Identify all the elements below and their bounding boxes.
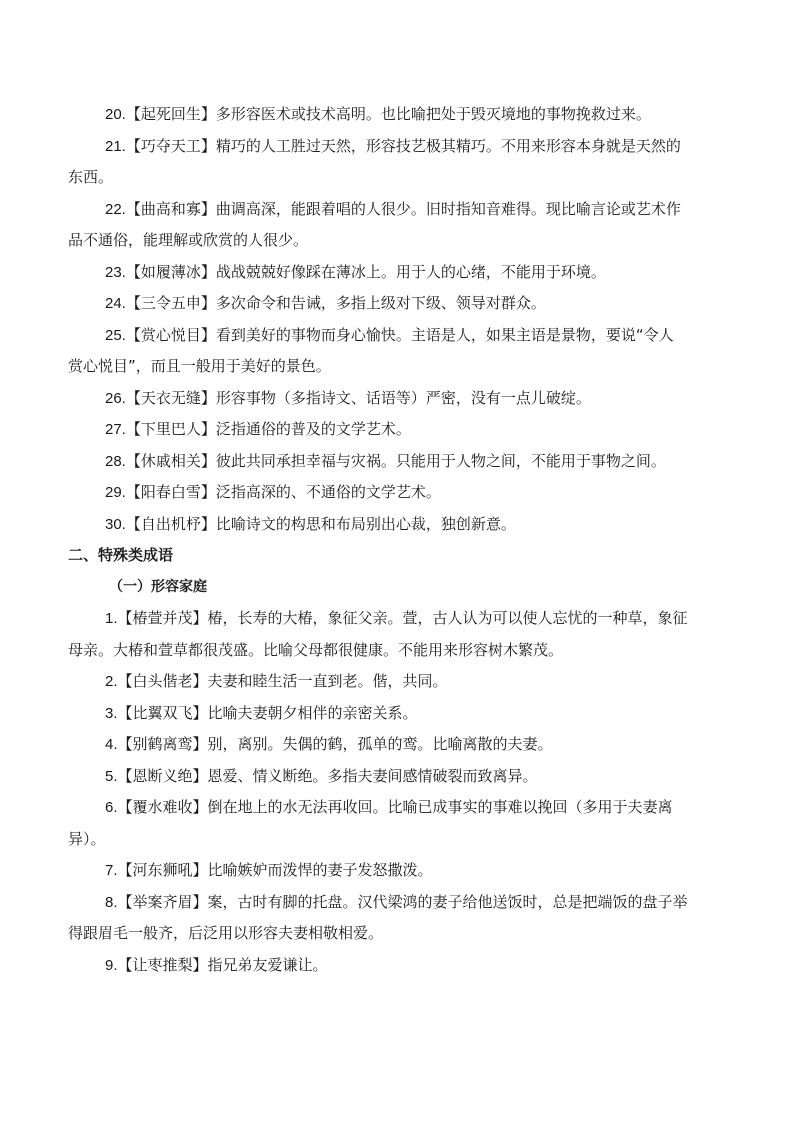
idiom-term: 【曲高和寡】 — [125, 199, 216, 218]
entry-definition: 泛指高深的、不通俗的文学艺术。 — [215, 483, 441, 501]
idiom-term: 【别鹤离鸾】 — [117, 735, 208, 753]
entry-number: 23. — [105, 263, 126, 281]
entry-definition: 精巧的人工胜过天然，形容技艺极其精巧。不用来形容本身就是天然的 — [215, 136, 681, 155]
entry-definition: 比喻诗文的构思和布局别出心裁，独创新意。 — [215, 514, 516, 533]
idiom-entry — [68, 761, 728, 793]
idiom-term: 【下里巴人】 — [125, 420, 216, 438]
entry-line — [68, 257, 728, 289]
entry-number: 8. — [105, 893, 118, 911]
subsection-heading — [68, 572, 728, 604]
entry-line — [68, 320, 728, 352]
entry-line — [68, 824, 728, 856]
idiom-entry — [68, 509, 728, 541]
entry-line — [68, 792, 728, 824]
entry-number: 3. — [105, 704, 118, 722]
idiom-term: 【赏心悦目】 — [125, 325, 216, 344]
entry-number: 22. — [105, 200, 126, 218]
idiom-term: 【河东狮吼】 — [117, 861, 208, 879]
idiom-entry — [68, 194, 728, 257]
idiom-entry — [68, 257, 728, 289]
entry-number: 27. — [105, 421, 126, 438]
entry-definition: 赏心悦目”，而且一般用于美好的景色。 — [68, 357, 331, 375]
idiom-term: 【巧夺天工】 — [125, 136, 216, 155]
idiom-term: 【天衣无缝】 — [125, 388, 216, 407]
entry-definition: 椿，长寿的大椿，象征父亲。萱，古人认为可以使人忘忧的一种草，象征 — [207, 609, 688, 627]
entry-definition: 恩爱、情义断绝。多指夫妻间感情破裂而致离异。 — [207, 766, 538, 785]
idiom-entry — [68, 666, 728, 698]
idiom-entry — [68, 887, 728, 950]
idiom-term: 【起死回生】 — [125, 105, 216, 123]
entry-number: 25. — [105, 326, 126, 344]
entry-line — [68, 729, 728, 761]
idiom-entry — [68, 99, 728, 131]
entry-definition: 得跟眉毛一般齐，后泛用以形容夫妻相敬相爱。 — [68, 924, 384, 942]
entry-line — [68, 918, 728, 950]
entry-line — [68, 288, 728, 320]
entry-number: 30. — [105, 515, 126, 533]
idiom-term: 【覆水难收】 — [117, 798, 208, 816]
entry-number: 2. — [105, 673, 118, 690]
entry-line — [68, 99, 728, 131]
idiom-term: 【让枣推梨】 — [117, 955, 208, 974]
entry-definition: 东西。 — [68, 168, 114, 186]
idiom-entry — [68, 603, 728, 666]
idiom-entry — [68, 288, 728, 320]
entry-line — [68, 950, 728, 982]
entry-number: 24. — [105, 295, 126, 312]
entry-number: 21. — [105, 137, 126, 155]
entry-number: 20. — [105, 106, 126, 123]
idiom-entry — [68, 446, 728, 478]
document-body — [68, 99, 728, 981]
idiom-entry — [68, 477, 728, 509]
entry-number: 28. — [105, 452, 126, 470]
entry-number: 5. — [105, 767, 118, 785]
entry-definition: 彼此共同承担幸福与灾祸。只能用于人物之间，不能用于事物之间。 — [215, 451, 666, 470]
idiom-term: 【自出机杼】 — [125, 514, 216, 533]
entry-definition: 战战兢兢好像踩在薄冰上。用于人的心绪，不能用于环境。 — [215, 262, 606, 281]
entry-number: 9. — [105, 956, 118, 974]
entry-definition: 倒在地上的水无法再收回。比喻已成事实的事难以挽回（多用于夫妻离 — [207, 798, 673, 816]
entry-number: 26. — [105, 389, 126, 407]
entry-line — [68, 194, 728, 226]
entry-definition: 案，古时有脚的托盘。汉代梁鸿的妻子给他送饭时，总是把端饭的盘子举 — [207, 892, 688, 911]
section-title: 二、特殊类成语 — [68, 546, 174, 564]
entry-line — [68, 666, 728, 698]
idiom-term: 【恩断义绝】 — [117, 766, 208, 785]
entry-definition: 比喻嫉妒而泼悍的妻子发怒撒泼。 — [207, 861, 433, 879]
entry-line — [68, 603, 728, 635]
idiom-entry — [68, 383, 728, 415]
entry-definition: 多形容医术或技术高明。也比喻把处于毁灭境地的事物挽救过来。 — [215, 105, 651, 123]
idiom-term: 【椿萱并茂】 — [117, 609, 208, 627]
idiom-entry — [68, 320, 728, 383]
entry-line — [68, 477, 728, 509]
entry-line — [68, 162, 728, 194]
entry-number: 29. — [105, 484, 126, 501]
entry-definition: 品不通俗，能理解或欣赏的人很少。 — [68, 231, 309, 249]
idiom-entry — [68, 855, 728, 887]
idiom-entry — [68, 131, 728, 194]
entry-number: 7. — [105, 862, 118, 879]
entry-line — [68, 635, 728, 667]
entry-definition: 指兄弟友爱谦让。 — [207, 955, 328, 974]
idiom-list-general — [68, 99, 728, 540]
entry-line — [68, 383, 728, 415]
idiom-term: 【白头偕老】 — [117, 672, 208, 690]
idiom-term: 【三令五申】 — [125, 294, 216, 312]
entry-definition: 比喻夫妻朝夕相伴的亲密关系。 — [207, 703, 418, 722]
subsection-title: （一）形容家庭 — [109, 578, 207, 595]
entry-definition: 曲调高深，能跟着唱的人很少。旧时指知音难得。现比喻言论或艺术作 — [215, 199, 681, 218]
entry-line — [68, 351, 728, 383]
entry-line — [68, 131, 728, 163]
idiom-entry — [68, 698, 728, 730]
idiom-term: 【休戚相关】 — [125, 451, 216, 470]
idiom-entry — [68, 729, 728, 761]
entry-line — [68, 887, 728, 919]
entry-definition: 形容事物（多指诗文、话语等）严密，没有一点儿破绽。 — [215, 388, 591, 407]
idiom-list-family — [68, 603, 728, 981]
idiom-entry — [68, 792, 728, 855]
entry-line — [68, 225, 728, 257]
idiom-term: 【举案齐眉】 — [117, 892, 208, 911]
entry-line — [68, 698, 728, 730]
entry-definition: 夫妻和睦生活一直到老。偕，共同。 — [207, 672, 448, 690]
entry-definition: 别，离别。失偶的鹤，孤单的鸾。比喻离散的夫妻。 — [207, 735, 553, 753]
entry-definition: 泛指通俗的普及的文学艺术。 — [215, 420, 411, 438]
section-heading — [68, 540, 728, 572]
idiom-entry — [68, 950, 728, 982]
entry-line — [68, 414, 728, 446]
entry-definition: 母亲。大椿和萱草都很茂盛。比喻父母都很健康。不能用来形容树木繁茂。 — [68, 640, 564, 659]
entry-definition: 异）。 — [68, 829, 106, 848]
entry-definition: 多次命令和告诫，多指上级对下级、领导对群众。 — [215, 294, 546, 312]
entry-line — [68, 761, 728, 793]
entry-line — [68, 509, 728, 541]
entry-line — [68, 446, 728, 478]
idiom-entry — [68, 414, 728, 446]
idiom-term: 【如履薄冰】 — [125, 262, 216, 281]
entry-number: 1. — [105, 610, 118, 627]
entry-number: 4. — [105, 736, 118, 753]
entry-number: 6. — [105, 799, 118, 816]
idiom-term: 【比翼双飞】 — [117, 703, 208, 722]
entry-definition: 看到美好的事物而身心愉快。主语是人，如果主语是景物，要说“令人 — [215, 325, 674, 344]
idiom-term: 【阳春白雪】 — [125, 483, 216, 501]
entry-line — [68, 855, 728, 887]
